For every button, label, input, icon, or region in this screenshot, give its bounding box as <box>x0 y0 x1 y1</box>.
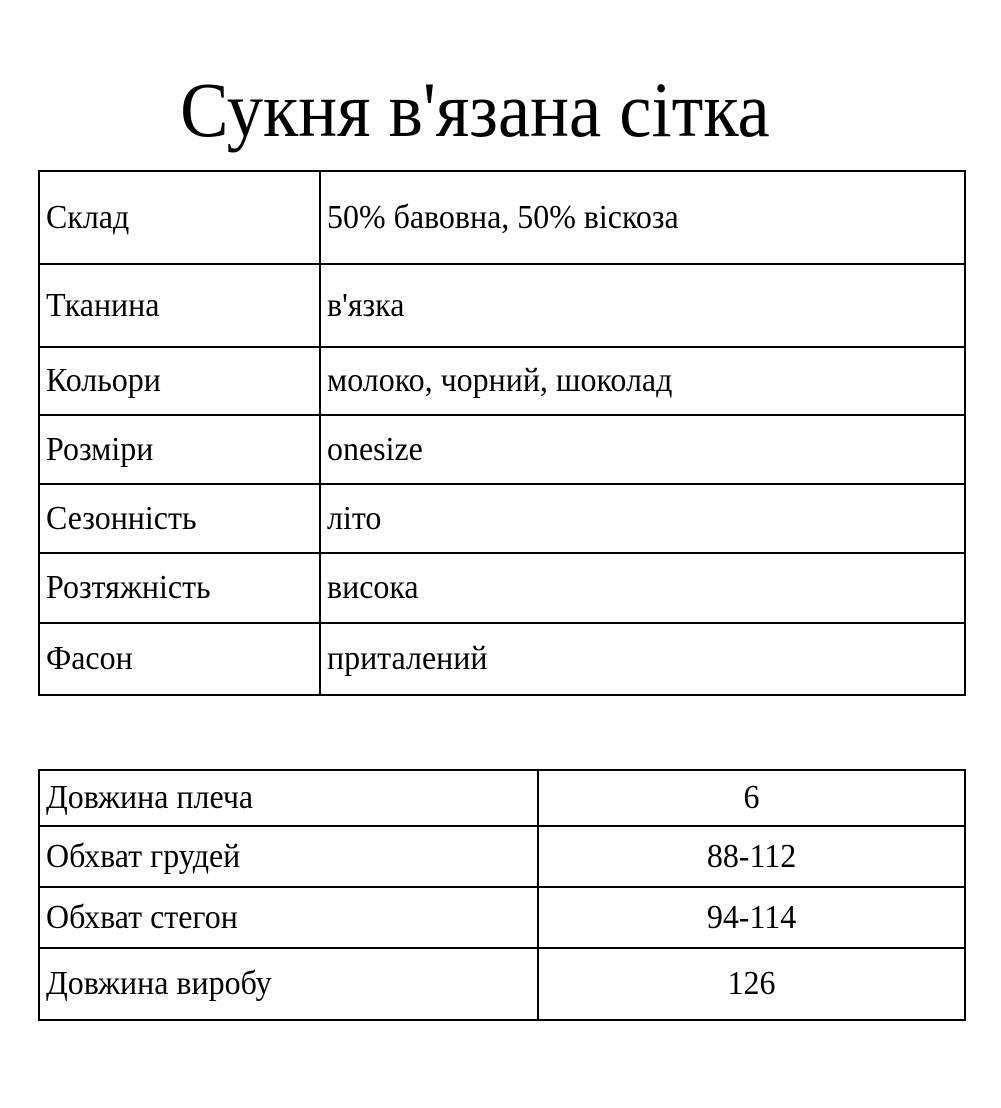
table-row-colors <box>39 347 965 415</box>
table-row-product-length <box>39 948 965 1020</box>
measurements-table <box>38 769 966 1021</box>
property-label: Склад <box>39 171 320 264</box>
table-row-fabric <box>39 264 965 347</box>
property-value: літо <box>320 484 965 553</box>
property-value: висока <box>320 553 965 623</box>
table-row-shoulder-length <box>39 770 965 826</box>
table-row-season <box>39 484 965 553</box>
property-label: Розтяжність <box>39 553 320 623</box>
table-row-hip-girth <box>39 887 965 948</box>
product-properties-table <box>38 170 966 696</box>
measurement-label: Обхват грудей <box>39 826 538 887</box>
measurement-value: 88-112 <box>538 826 965 887</box>
table-row-composition <box>39 171 965 264</box>
property-label: Сезонність <box>39 484 320 553</box>
property-value: в'язка <box>320 264 965 347</box>
table-row-stretch <box>39 553 965 623</box>
table-row-fit <box>39 623 965 695</box>
measurement-label: Обхват стегон <box>39 887 538 948</box>
measurement-label: Довжина виробу <box>39 948 538 1020</box>
property-label: Кольори <box>39 347 320 415</box>
table-row-chest-girth <box>39 826 965 887</box>
measurement-label: Довжина плеча <box>39 770 538 826</box>
measurement-value: 126 <box>538 948 965 1020</box>
property-label: Тканина <box>39 264 320 347</box>
property-label: Фасон <box>39 623 320 695</box>
property-label: Розміри <box>39 415 320 484</box>
page-title <box>0 62 950 158</box>
property-value: приталений <box>320 623 965 695</box>
measurement-value: 94-114 <box>538 887 965 948</box>
property-value: молоко, чорний, шоколад <box>320 347 965 415</box>
table-row-sizes <box>39 415 965 484</box>
measurement-value: 6 <box>538 770 965 826</box>
page-title-text: Сукня в'язана сітка <box>180 66 770 153</box>
property-value: 50% бавовна, 50% віскоза <box>320 171 965 264</box>
property-value: onesize <box>320 415 965 484</box>
